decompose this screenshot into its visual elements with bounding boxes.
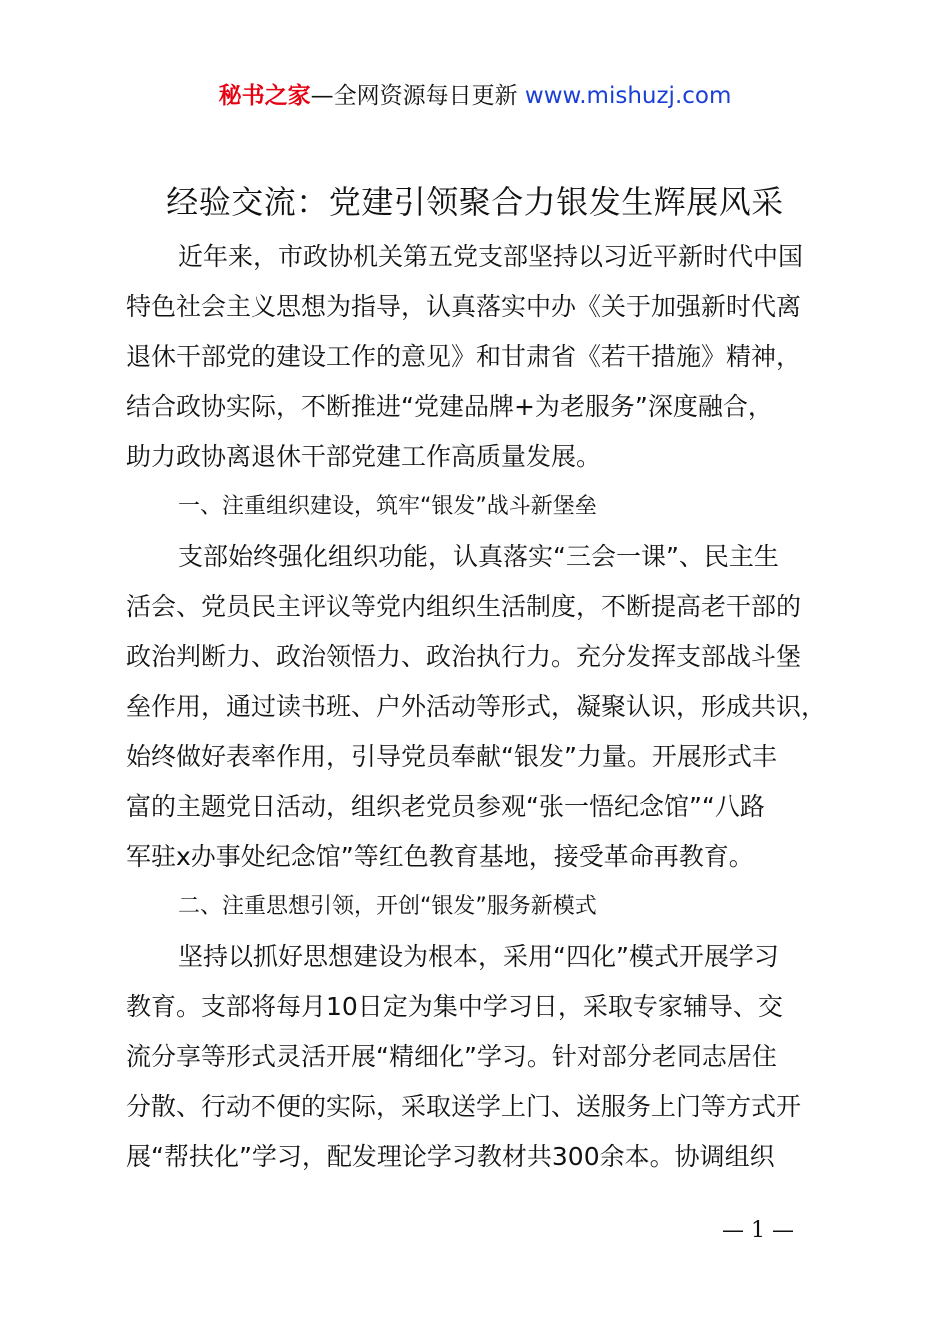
paragraph-1-line-1: 近年来，市政协机关第五党支部坚持以习近平新时代中国 [178, 242, 804, 271]
page-number: — 1 — [722, 1218, 794, 1243]
section-heading-2: 二、注重思想引领，开创“银发”服务新模式 [178, 894, 597, 919]
paragraph-1-line-4: 结合政协实际，不断推进“党建品牌+为老服务”深度融合， [126, 392, 773, 421]
paragraph-2-line-4: 垒作用，通过读书班、户外活动等形式，凝聚认识，形成共识， [126, 692, 827, 721]
paragraph-2-line-3: 政治判断力、政治领悟力、政治执行力。充分发挥支部战斗堡 [126, 642, 802, 671]
paragraph-2-line-5: 始终做好表率作用，引导党员奉献“银发”力量。开展形式丰 [126, 742, 777, 771]
paragraph-2-line-1: 支部始终强化组织功能，认真落实“三会一课”、民主生 [178, 542, 779, 571]
paragraph-2-line-2: 活会、党员民主评议等党内组织生活制度，不断提高老干部的 [126, 592, 802, 621]
site-brand-name: 秘书之家 [218, 83, 311, 109]
paragraph-3-line-3: 流分享等形式灵活开展“精细化”学习。针对部分老同志居住 [126, 1042, 777, 1071]
paragraph-2-line-7: 军驻x办事处纪念馆”等红色教育基地，接受革命再教育。 [126, 842, 754, 871]
paragraph-1-line-3: 退休干部党的建设工作的意见》和甘肃省《若干措施》精神， [126, 342, 802, 371]
site-url-link[interactable]: www.mishuzj.com [524, 83, 732, 109]
paragraph-2-line-6: 富的主题党日活动，组织老党员参观“张一悟纪念馆”“八路 [126, 792, 765, 821]
paragraph-1-line-5: 助力政协离退休干部党建工作高质量发展。 [126, 442, 602, 471]
document-title: 经验交流：党建引领聚合力银发生辉展风采 [166, 183, 784, 221]
site-banner [0, 80, 950, 112]
paragraph-3-line-5: 展“帮扶化”学习，配发理论学习教材共300余本。协调组织 [126, 1142, 775, 1171]
section-heading-1: 一、注重组织建设，筑牢“银发”战斗新堡垒 [178, 494, 597, 519]
paragraph-1-line-2: 特色社会主义思想为指导，认真落实中办《关于加强新时代离 [126, 292, 802, 321]
document-body [126, 232, 841, 1182]
paragraph-3-line-2: 教育。支部将每月10日定为集中学习日，采取专家辅导、交 [126, 992, 783, 1021]
banner-dash: — [310, 83, 334, 109]
banner-slogan: 全网资源每日更新 [333, 83, 525, 109]
paragraph-3-line-4: 分散、行动不便的实际，采取送学上门、送服务上门等方式开 [126, 1092, 802, 1121]
paragraph-3-line-1: 坚持以抓好思想建设为根本，采用“四化”模式开展学习 [178, 942, 779, 971]
